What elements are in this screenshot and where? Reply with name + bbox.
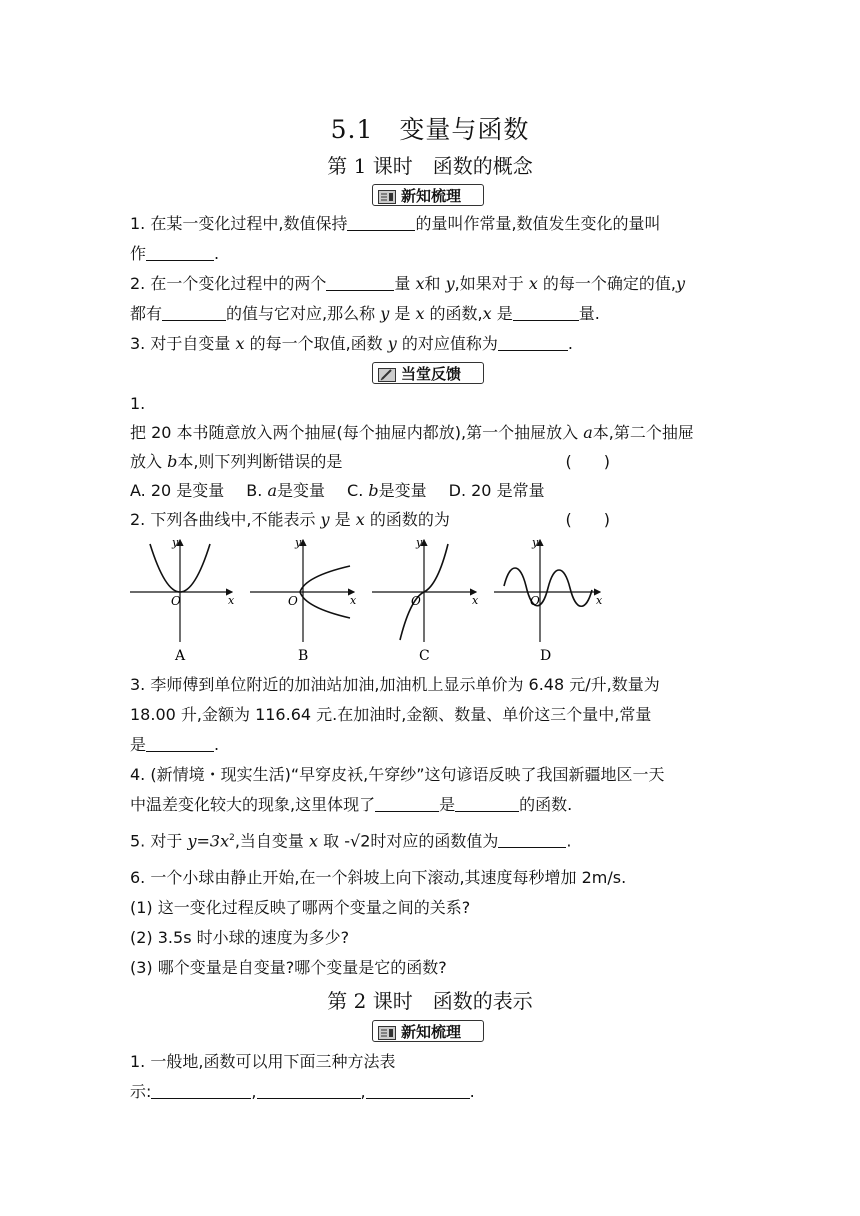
y-axis-label: y (416, 536, 423, 549)
curve-graphs (128, 532, 608, 666)
badge-new-knowledge (372, 184, 484, 206)
section-title: 5.1 变量与函数 (330, 115, 530, 144)
feedback-q1-number: 1. (130, 394, 146, 413)
answer-blank[interactable] (366, 1082, 470, 1099)
graph-d[interactable] (494, 536, 603, 664)
book-icon (378, 1024, 396, 1038)
answer-blank[interactable] (498, 831, 566, 848)
graph-label: D (540, 648, 552, 664)
answer-blank[interactable] (347, 214, 415, 231)
origin-label: O (171, 594, 181, 608)
lesson2-q1-line2: 示: , , . (130, 1082, 475, 1101)
origin-label: O (530, 594, 540, 608)
answer-blank[interactable] (146, 735, 214, 752)
badge-label: 新知梳理 (401, 187, 462, 205)
feedback-q3-line3: 是 . (130, 735, 220, 754)
feedback-q2: 2. 下列各曲线中,不能表示 y 是 x 的函数的为 ( ) (130, 508, 740, 532)
graph-label: A (175, 648, 186, 664)
y-axis-label: y (172, 536, 179, 549)
pen-icon (378, 366, 396, 380)
graph-b[interactable] (250, 536, 357, 664)
formula: y=3x (187, 831, 230, 851)
y-axis-label: y (532, 536, 539, 549)
lesson1-title: 第 1 课时 函数的概念 (327, 154, 533, 178)
feedback-q6-part3: (3) 哪个变量是自变量?哪个变量是它的函数? (130, 958, 447, 977)
badge-new-knowledge (372, 1020, 484, 1042)
badge-class-feedback (372, 362, 484, 384)
feedback-q1-options (130, 479, 740, 503)
knowledge-q3: 3. 对于自变量 x 的每一个取值,函数 y 的对应值称为 . (130, 334, 573, 353)
knowledge-q2-line2: 都有 的值与它对应,那么称 y 是 x 的函数,x 是 量. (130, 304, 600, 323)
feedback-q1-line2: 放入 b本,则下列判断错误的是 ( ) (130, 450, 740, 474)
feedback-q6-part2: (2) 3.5s 时小球的速度为多少? (130, 928, 350, 947)
badge-label: 新知梳理 (401, 1023, 462, 1041)
feedback-q6-part1: (1) 这一变化过程反映了哪两个变量之间的关系? (130, 898, 471, 917)
x-axis-label: x (596, 594, 603, 607)
x-axis-label: x (350, 594, 357, 607)
knowledge-q2-line1: 2. 在一个变化过程中的两个 量 x和 y,如果对于 x 的每一个确定的值,y (130, 274, 686, 293)
answer-blank[interactable] (498, 334, 568, 351)
lesson2-title: 第 2 课时 函数的表示 (327, 989, 533, 1013)
answer-blank[interactable] (375, 795, 439, 812)
answer-blank[interactable] (162, 304, 226, 321)
book-icon (378, 188, 396, 202)
answer-blank[interactable] (257, 1082, 361, 1099)
answer-blank[interactable] (513, 304, 579, 321)
answer-blank[interactable] (326, 274, 394, 291)
option-b[interactable]: B. a是变量 (246, 481, 326, 500)
answer-blank[interactable] (146, 244, 214, 261)
option-c[interactable]: C. b是变量 (347, 481, 427, 500)
graph-label: C (419, 648, 430, 664)
graph-c[interactable] (372, 536, 479, 664)
feedback-q1-line1: 把 20 本书随意放入两个抽屉(每个抽屉内都放),第一个抽屉放入 a本,第二个抽屉 (130, 423, 694, 442)
origin-label: O (411, 594, 421, 608)
feedback-q4-line1: 4. (新情境・现实生活)“早穿皮袄,午穿纱”这句谚语反映了我国新疆地区一天 (130, 765, 665, 784)
answer-paren[interactable]: ( ) (565, 452, 610, 471)
x-axis-label: x (228, 594, 235, 607)
x-axis-label: x (472, 594, 479, 607)
lesson2-q1-line1: 1. 一般地,函数可以用下面三种方法表 (130, 1052, 396, 1071)
answer-blank[interactable] (151, 1082, 251, 1099)
feedback-q5: 5. 对于 $y=3x^2$,当自变量 x 取 -√2时对应的函数值为 . (130, 831, 572, 851)
graph-a[interactable] (130, 536, 235, 664)
knowledge-q1-line2: 作 . (130, 244, 220, 263)
sqrt-value: -√2 (344, 831, 371, 851)
badge-label: 当堂反馈 (401, 365, 462, 383)
option-d[interactable]: D. 20 是常量 (448, 481, 545, 500)
answer-paren[interactable]: ( ) (565, 510, 610, 529)
feedback-q6: 6. 一个小球由静止开始,在一个斜坡上向下滚动,其速度每秒增加 2m/s. (130, 868, 627, 887)
knowledge-q1-line1: 1. 在某一变化过程中,数值保持 的量叫作常量,数值发生变化的量叫 (130, 214, 661, 233)
feedback-q3-line1: 3. 李师傅到单位附近的加油站加油,加油机上显示单价为 6.48 元∕升,数量为 (130, 675, 660, 694)
option-a[interactable]: A. 20 是变量 (130, 481, 225, 500)
y-axis-label: y (295, 536, 302, 549)
feedback-q3-line2: 18.00 升,金额为 116.64 元.在加油时,金额、数量、单价这三个量中,常量 (130, 705, 652, 724)
feedback-q4-line2: 中温差变化较大的现象,这里体现了 是 的函数. (130, 795, 573, 814)
answer-blank[interactable] (455, 795, 519, 812)
origin-label: O (288, 594, 298, 608)
graph-label: B (298, 648, 309, 664)
